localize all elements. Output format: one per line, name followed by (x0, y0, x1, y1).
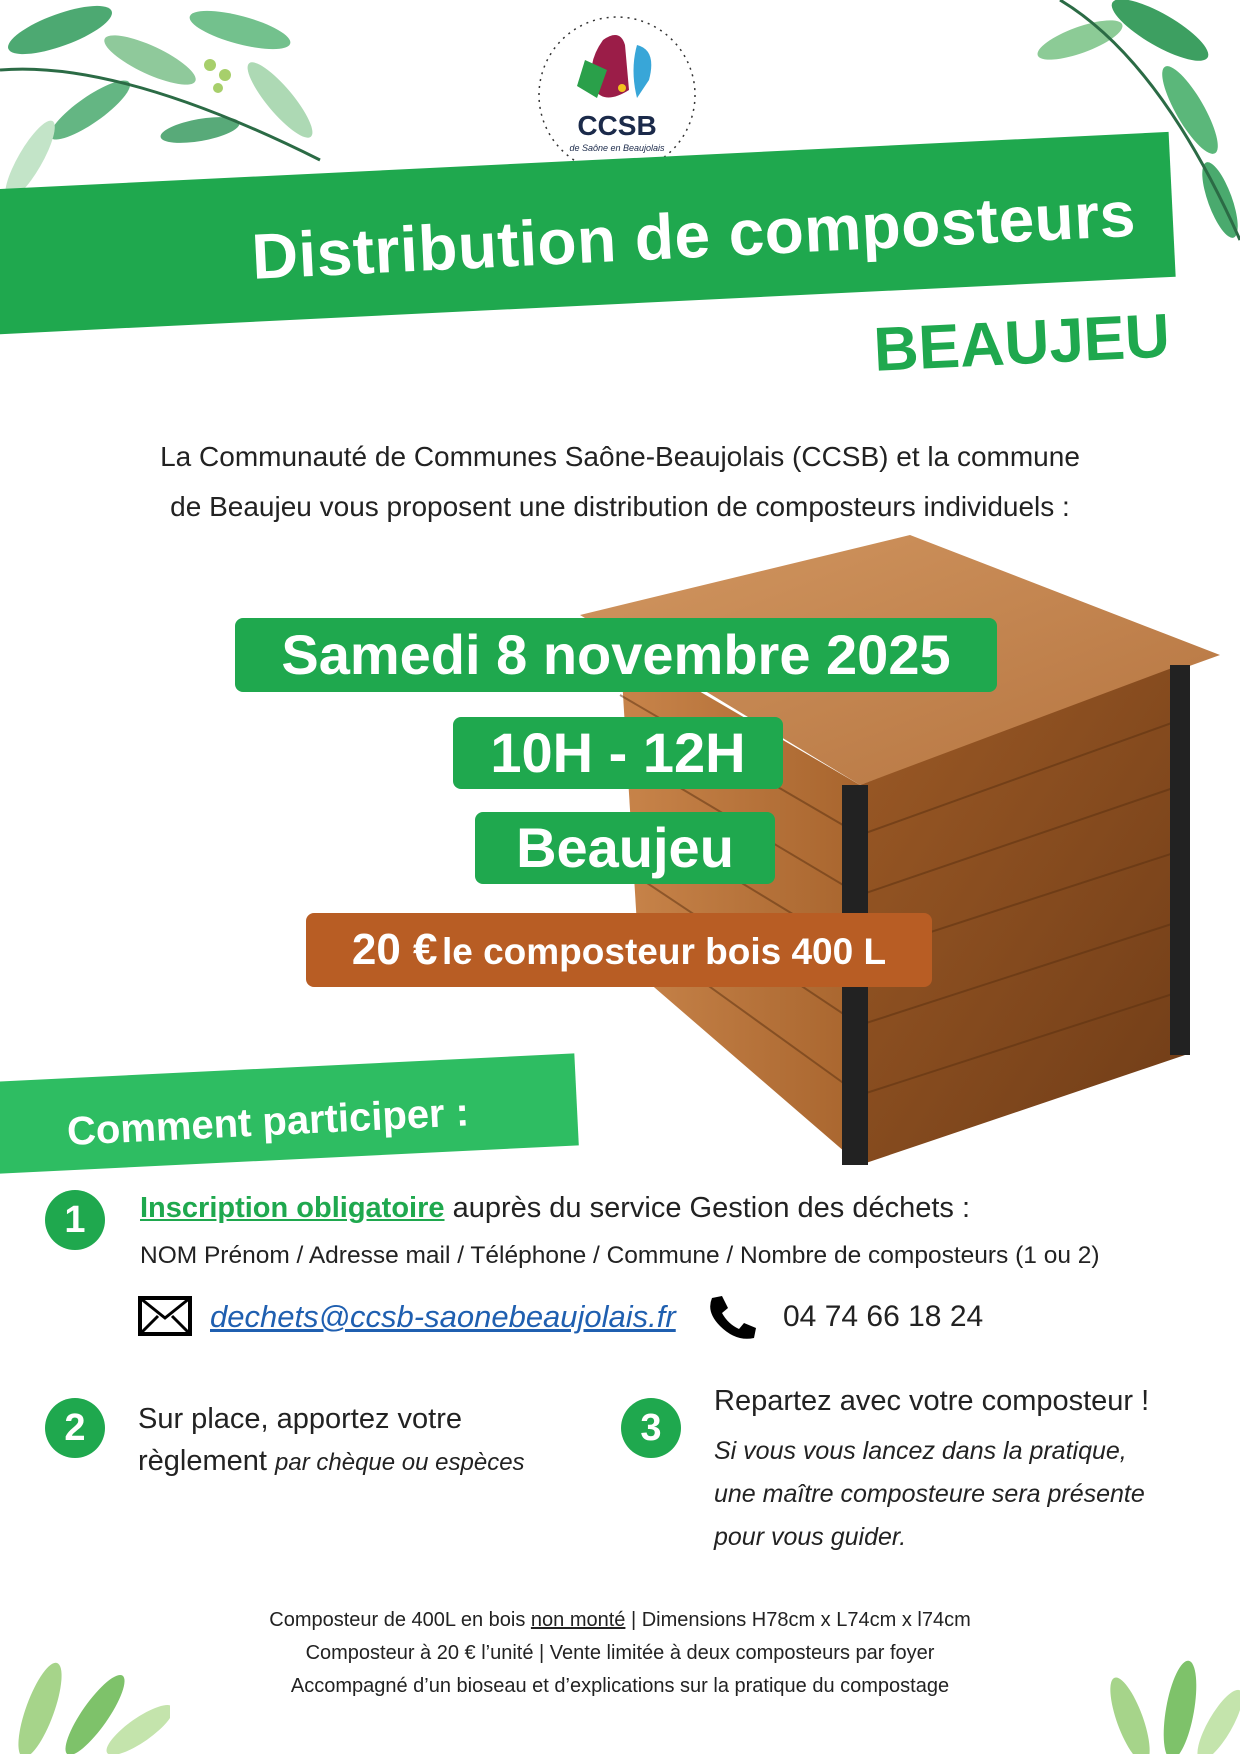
step-2-text (138, 1398, 525, 1484)
footer-line-2: Composteur à 20 € l’unité | Vente limitée à deux composteurs par foyer (305, 1642, 935, 1664)
howto-heading: Comment participer : (66, 1090, 470, 1154)
step-2-note: par chèque ou espèces (275, 1449, 525, 1476)
step-2-number: 2 (45, 1398, 105, 1458)
event-place: Beaujeu (475, 812, 775, 884)
page-title: Distribution de composteurs (250, 177, 1138, 293)
step-2-line-2: règlement (138, 1445, 267, 1477)
step-1-info: NOM Prénom / Adresse mail / Téléphone / Commune / Nombre de composteurs (1 ou 2) (140, 1242, 1100, 1269)
step-3-body (714, 1430, 1194, 1559)
step-2-line-1: Sur place, apportez votre (138, 1403, 463, 1435)
footer-line-1 (120, 1604, 1120, 1637)
phone-number[interactable]: 04 74 66 18 24 (783, 1300, 984, 1333)
intro-line-1: La Communauté de Communes Saône-Beaujolais (CCSB) et la commune (160, 441, 1080, 472)
footer-notes (120, 1604, 1120, 1703)
footer-line-1-underlined: non monté (530, 1609, 626, 1631)
page-subtitle: BEAUJEU (872, 301, 1172, 385)
svg-text:de Saône en Beaujolais: de Saône en Beaujolais (569, 143, 665, 153)
envelope-icon (138, 1296, 192, 1336)
step-3-line-3: pour vous guider. (714, 1523, 907, 1551)
step-3-line-1: Si vous vous lancez dans la pratique, (714, 1437, 1127, 1465)
event-date: Samedi 8 novembre 2025 (235, 618, 997, 692)
phone-icon (706, 1294, 758, 1340)
footer-line-1-start: Composteur de 400L en bois (269, 1609, 526, 1631)
inscription-link[interactable]: Inscription obligatoire (140, 1192, 445, 1224)
price-amount: 20 € (351, 925, 438, 974)
intro-text (80, 432, 1160, 532)
footer-line-1-end: | Dimensions H78cm x L74cm x l74cm (630, 1609, 971, 1631)
price-description: le composteur bois 400 L (441, 931, 887, 972)
step-1-text (140, 1192, 970, 1225)
step-3-line-2: une maître composteure sera présente (714, 1480, 1145, 1508)
intro-line-2: de Beaujeu vous proposent une distribution de composteurs individuels : (170, 491, 1070, 522)
ccsb-logo (525, 10, 710, 180)
footer-line-3: Accompagné d’un bioseau et d’explications sur la pratique du compostage (290, 1675, 950, 1697)
event-time: 10H - 12H (453, 717, 783, 789)
step-3-number: 3 (621, 1398, 681, 1458)
step-1-description: auprès du service Gestion des déchets : (452, 1192, 971, 1224)
email-link[interactable]: dechets@ccsb-saonebeaujolais.fr (210, 1299, 676, 1334)
step-1-number: 1 (45, 1190, 105, 1250)
svg-text:CCSB: CCSB (577, 110, 657, 141)
price-badge (306, 913, 932, 987)
step-3-title: Repartez avec votre composteur ! (714, 1385, 1150, 1417)
